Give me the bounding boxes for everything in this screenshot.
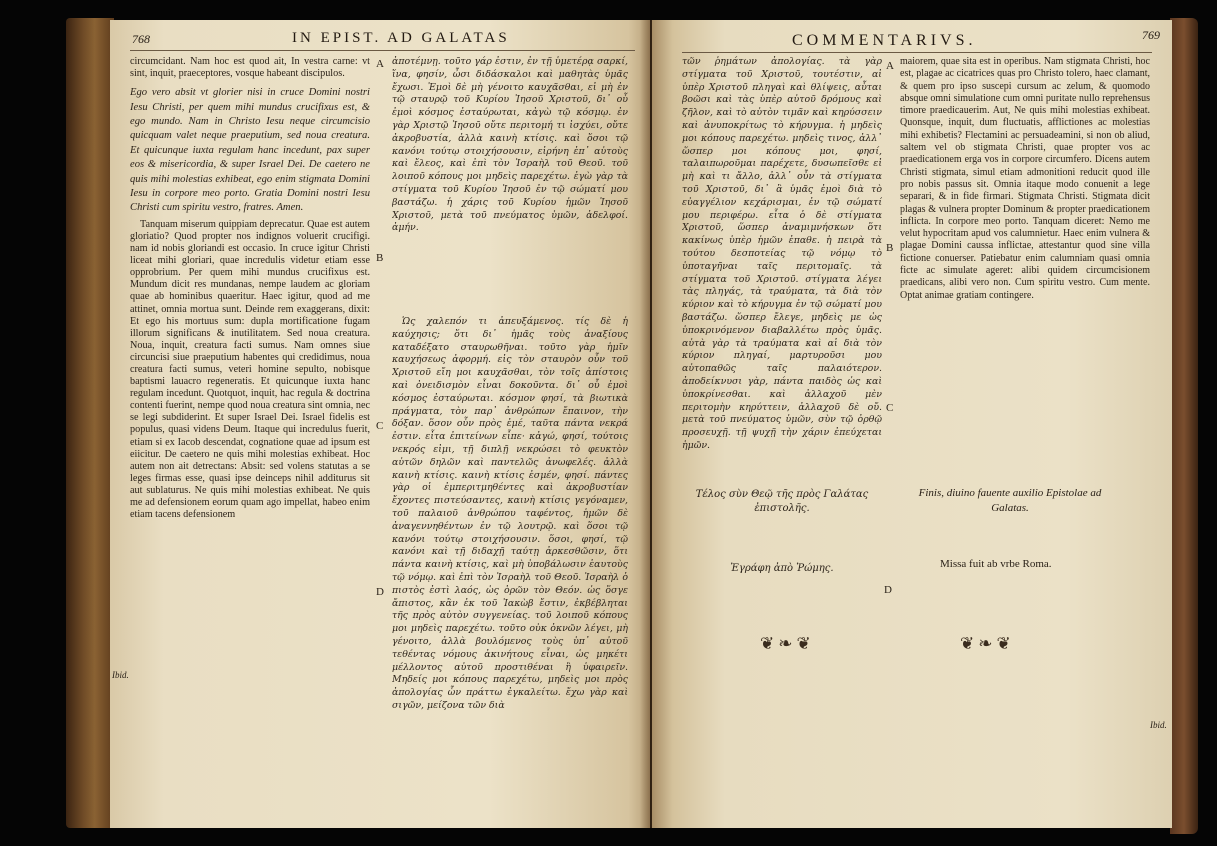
- right-side-letter-b: B: [886, 242, 894, 254]
- book-edge-left: [66, 18, 114, 828]
- right-running-head: COMMENTARIVS.: [792, 32, 977, 49]
- right-greek-column: [682, 56, 882, 496]
- right-latin-column: [900, 56, 1150, 496]
- right-side-letter-c: C: [886, 402, 894, 414]
- left-side-letter-c: C: [376, 420, 384, 432]
- left-side-letter-d: D: [376, 586, 384, 598]
- left-folio: 768: [132, 32, 150, 46]
- left-fleuron-ornament: ❦❧❦: [760, 634, 815, 654]
- left-margin-note: Ibid.: [112, 670, 129, 680]
- right-folio: 769: [1142, 28, 1160, 42]
- right-latin-text: maiorem, quae sita est in operibus. Nam stigmata Christi, hoc est, plagae ac cicatrices quas pro Christo tolero, haec clamant, & quem pro ipso suscepi cursum ac zelum, & quomodo absque omni simulatione cum omni puritate nullo reprehensus timore praedicauerim. Aut, Ne quis mihi molestias exhibeat. Quonsque, inquit, dum fluctuatis, afflictiones ac molestias mihi exhibetis? Flectamini ac persuadeamini, si non ob aliud, saltem vel ob stigmata Christi, quae propter vos ac praedicationem erga vos in corpore circumfero. Dicens autem Christi stigmata, simul etiam admonitioni reducit quod ille pro nobis passus sit. Omnia itaque modo conuenit a lege separari, & in fide firmari. Stigmata Christi. Stigmata dicit plagas & vulnera propter Dominum & propter praedicationem inflicta. In corpore meo porto. Tanquam diceret: Nemo me velut hypocritam apud vos calumnietur. Haec enim vulnera & plagae Domini caussa inflictae, attestantur quod sine villa fictione conuerser. Patiebatur enim calumniam quasi omnia ficte ac simulate ageret: alibi quidem circumcisionem praedicans, alibi vero non. Cum spiritu vestro. Cum mente. Optat animae gratiam contingere.: [900, 56, 1150, 301]
- left-side-letter-a: A: [376, 58, 384, 70]
- latin-intro: circumcidant. Nam hoc est quod ait, In vestra carne: vt sint, inquit, praeceptores, vosque habeant discipulos.: [130, 56, 370, 80]
- left-side-letter-b: B: [376, 252, 384, 264]
- right-head-rule: [682, 52, 1152, 53]
- right-margin-note: Ibid.: [1150, 720, 1167, 730]
- book-edge-right: [1170, 18, 1198, 834]
- left-head-rule: [130, 50, 635, 51]
- right-page: [652, 20, 1172, 828]
- right-greek-text: τῶν ῥημάτων ἀπολογίας. τὰ γὰρ στίγματα τοῦ Χριστοῦ, τουτέστιν, αἱ ὑπὲρ Χριστοῦ πληγαὶ καὶ θλίψεις, αὗται βοῶσι καὶ τὰς ὑπὲρ αὐτοῦ δρόμους καὶ ζῆλον, καὶ τὸ αὐτὸν τιμᾶν καὶ κηρύσσειν καὶ ἀνυποκρίτως τὸ κήρυγμα. ἡ μηδεὶς μοι κόπους παρεχέτω. μηδεὶς τινος, ἀλλ᾿ ὥσπερ μοι κόπους μοι, φησί, ταλαιπωροῦμαι παρέχετε, δυσωπεῖσθε εἰ μὴ καὶ τι ἄλλο, ἀλλ᾿ οὖν τὰ στίγματα τοῦ Χριστοῦ, δι᾿ ἃ ὑμᾶς ἐμοὶ διὰ τὸ εὐαγγέλιον κεχάρισμαι, ἐν τῷ σώματί μου περιφέρω. εἶτα ὁ δὲ στίγματα Χριστοῦ, ὥσπερ ἀναμιμνήσκων ὅτι κακίνως ὑπὲρ ἡμῶν ἐπαθε. ἡ πειρὰ τὰ τούτου δεσποτείας τῷ νόμῳ τὸ ὑποταγῆναι ταῖς περιτομαῖς. τὰ στίγματα τοῦ Χριστοῦ. στίγματα λέγει τὰς πληγάς, τὰ τραύματα, τὰ διὰ τὸν κύριον καὶ τὸ κήρυγμα ἐν τῷ σώματί μου βαστάζω. ὥσπερ ἔλεγε, μηδεὶς με ὡς ὑποκρινόμενον διαβαλλέτω πρὸς ὑμᾶς. αὐτὰ γὰρ τὰ τραύματα καὶ αἱ διὰ τὸν κύριον πληγαί, μαρτυροῦσι μου αὐτοπαθῶς ταῖς παλαιότερον. ἀποδείκνυσι γὰρ, πάντα παιδὸς ὡς καὶ ὑποκρίνεσθαι. καὶ ἀλλαχοῦ μὲν περιτομὴν κηρύττειν, ἀλλαχοῦ δὲ οὔ. μετὰ τοῦ πνεύματος ὑμῶν, σὺν τῷ ὀρθῷ προσευχῇ. τῇ ψυχῇ τὴν χάριν ἐπεύχεται ἡμῶν.: [682, 56, 882, 451]
- greek-sent-line: Ἐγράφη ἀπὸ Ῥώμης.: [730, 563, 834, 574]
- left-latin-column: [130, 56, 370, 822]
- left-running-head: IN EPIST. AD GALATAS: [292, 30, 510, 46]
- greek-colophon: Τέλος σὺν Θεῷ τῆς πρὸς Γαλάτας ἐπιστολῆς.: [695, 489, 869, 514]
- right-side-letter-a: A: [886, 60, 894, 72]
- right-side-letter-d: D: [884, 584, 892, 596]
- left-page: [110, 20, 650, 828]
- latin-sent-line: Missa fuit ab vrbe Roma.: [940, 558, 1052, 570]
- latin-commentary: Tanquam miserum quippiam deprecatur. Quae est autem gloriatio? Quod propter nos indignos voluerit crucifigi. nam id nobis gloriandi est occasio. In cruce igitur Christi liceat mihi gloriari, quae incredulis videtur etiam esse opprobrium. Per quem mihi mundus crucifixus est. Mundum dicit res mundanas, nempe laudem ac gloriam quae ab hominibus quaeritur. Haec igitur, quod ad me attinet, omnia mortua sunt. Deinde rem exaggerans, dixit: Et ego his mortuus sum: dupla mortificatione fugam illorum significans & inutilitatem. Sed noua creatura. Noua, inquit, creatura facti sumus. Nam omnes siue circuncisi siue praeputium habentes qui credidimus, noua creatura facti sumus, veteri homine sepulto, nobisque baptismi lauacro regeneratis. Et quicunque iuxta hanc regulam incedunt. Quotquot, inquit, hac regula & doctrina contenti fuerint, nempe quod noua creatura sint omnia, nec se legi subdiderint. Et super Israel Dei. Israel fidelis est populus, quasi videns Deum. Itaque qui incredulus fuerit, etiam si ex Iacob descendat, cognatione quae ad ipsum est eiicitur. De caetero ne quis mihi molestias exhibeat. Hoc autem non ait detrectans: Absit: sed volens statutas a se leges firmas esse, quasi ipse deinceps nihil additurus sit aut sublaturus. Ne quis mihi molestias exhibeat. Ne quis me ad defensionem eorum quam ago impellat, habeo enim etiam tacens defensionem: [130, 218, 370, 521]
- greek-upper-text: ἀποτέμνῃ. τοῦτο γάρ ἐστιν, ἐν τῇ ὑμετέρᾳ σαρκί, ἵνα, φησίν, ὦσι διδάσκαλοι καὶ μαθητὰς ὑμᾶς ἔχωσι. Ἐμοὶ δὲ μὴ γένοιτο καυχᾶσθαι, εἰ μὴ ἐν τῷ σταυρῷ τοῦ Κυρίου Ἰησοῦ Χριστοῦ, δι᾿ οὗ ἐμοὶ κόσμος ἐσταύρωται, κἀγὼ τῷ κόσμῳ. ἐν γὰρ Χριστῷ Ἰησοῦ οὔτε περιτομή τι ἰσχύει, οὔτε ἀκροβυστία, ἀλλὰ καινὴ κτίσις. καὶ ὅσοι τῷ κανόνι τούτῳ στοιχήσουσιν, εἰρήνη ἐπ᾿ αὐτοὺς καὶ ἔλεος, καὶ ἐπὶ τὸν Ἰσραὴλ τοῦ Θεοῦ. τοῦ λοιποῦ κόπους μοι μηδεὶς παρεχέτω. ἐγὼ γὰρ τὰ στίγματα τοῦ Κυρίου Ἰησοῦ ἐν τῷ σώματί μου βαστάζω. ἡ χάρις τοῦ Κυρίου ἡμῶν Ἰησοῦ Χριστοῦ, μετὰ τοῦ πνεύματος ὑμῶν, ἀδελφοί. ἀμήν.: [392, 56, 628, 234]
- open-book: [40, 8, 1182, 840]
- left-greek-scripture: [392, 56, 628, 276]
- latin-scripture: Ego vero absit vt glorier nisi in cruce Domini nostri Iesu Christi, per quem mihi mundus crucifixus est, & ego mundo. Nam in Christo Iesu neque circumcisio quicquam valet neque praeputium, sed noua creatura. Et quicunque iuxta regulam hanc incedunt, pax super eos & misericordia, & super Israel Dei. De caetero ne quis mihi molestias exhibeat, ego enim stigmata Domini Iesu in corpore meo porto. Gratia Domini nostri Iesu Christi cum spiritu vestro, fratres. Amen.: [130, 87, 370, 214]
- right-fleuron-ornament: ❦❧❦: [960, 634, 1015, 654]
- greek-lower-text: Ὡς χαλεπόν τι ἀπευξάμενος. τίς δὲ ἡ καύχησις; ὅτι δι᾿ ἡμᾶς τοὺς ἀναξίους καταδέξατο σταυρωθῆναι. τοῦτο γὰρ ἡμῖν καυχήσεως ἀφορμή. εἰς τὸν σταυρὸν οὖν τοῦ Χριστοῦ εἴη μοι καυχᾶσθαι, τὸν τοῖς ἀπίστοις καὶ ὀνειδισμὸν εἶναι δοκοῦντα. δι᾿ οὗ ἐμοὶ κόσμος ἐσταύρωται. κόσμον φησί, τὰ βιωτικὰ πράγματα, τὸν παρ᾿ ἀνθρώπων ἔπαινον, τὴν δόξαν. ὅσον οὖν πρὸς ἐμέ, ταῦτα πάντα νεκρά ἐστιν. εἶτα ἐπιτείνων εἶπε· κἀγώ, φησί, τούτοις νεκρός εἰμι, τῇ διπλῇ νεκρώσει τὸ φευκτὸν αὐτῶν δηλῶν καὶ παντελῶς ἀνωφελές. ἀλλὰ καινὴ κτίσις. καινὴ κτίσις ἐσμέν, φησί. πάντες γὰρ οἱ ἐμπεριτμηθέντες καὶ ἀκροβυστίαν ἔχοντες πιστεύσαντες, καινὴ κτίσις γεγόναμεν, τοῦ παλαιοῦ ἀνθρώπου ταφέντος, ἡμῶν δὲ ἀναγεννηθέντων ἐν τῷ λουτρῷ. καὶ ὅσοι τῷ κανόνι τούτῳ στοιχήσουσιν. ὅσοι, φησί, τῷ κανόνι καὶ τῇ διδαχῇ ταύτῃ ἀρκεσθῶσιν, ὅτι πάντα καινὴ κτίσις, καὶ μὴ ὑποβάλωσιν ἑαυτοὺς τῷ νόμῳ. καὶ ἐπὶ τὸν Ἰσραὴλ τοῦ Θεοῦ. Ἰσραὴλ ὁ πιστὸς ἐστὶ λαός, ὡς ὁρῶν τὸν Θεόν. ὡς ὅσγε ἄπιστος, κἂν ἐκ τοῦ Ἰακὼβ ἔστιν, ἐκβέβληται τῆς πρὸς αὐτὸν συγγενείας. τοῦ λοιποῦ κόπους μοι μηδεὶς παρεχέτω. τοῦτο οὐκ ὀκνῶν λέγει, μὴ γένοιτο, ἀλλὰ βουλόμενος τοὺς ὑπ᾿ αὐτοῦ τεθέντας νόμους ἀκινήτους εἶναι, ὡς μηκέτι μέλλοντος αὐτοῦ προστιθέναι ἢ ὑφαιρεῖν. Μηδείς μοι κόπους παρεχέτω, μηδεὶς μοι πρὸς ἀπολογίας ὧν πράττω ἐγκαλείτω. ἔχω γὰρ καὶ σιγῶν, μείζονα τῶν διὰ: [392, 316, 628, 711]
- left-greek-commentary: [392, 316, 628, 822]
- latin-colophon: Finis, diuino fauente auxilio Epistolae ad Galatas.: [918, 487, 1102, 514]
